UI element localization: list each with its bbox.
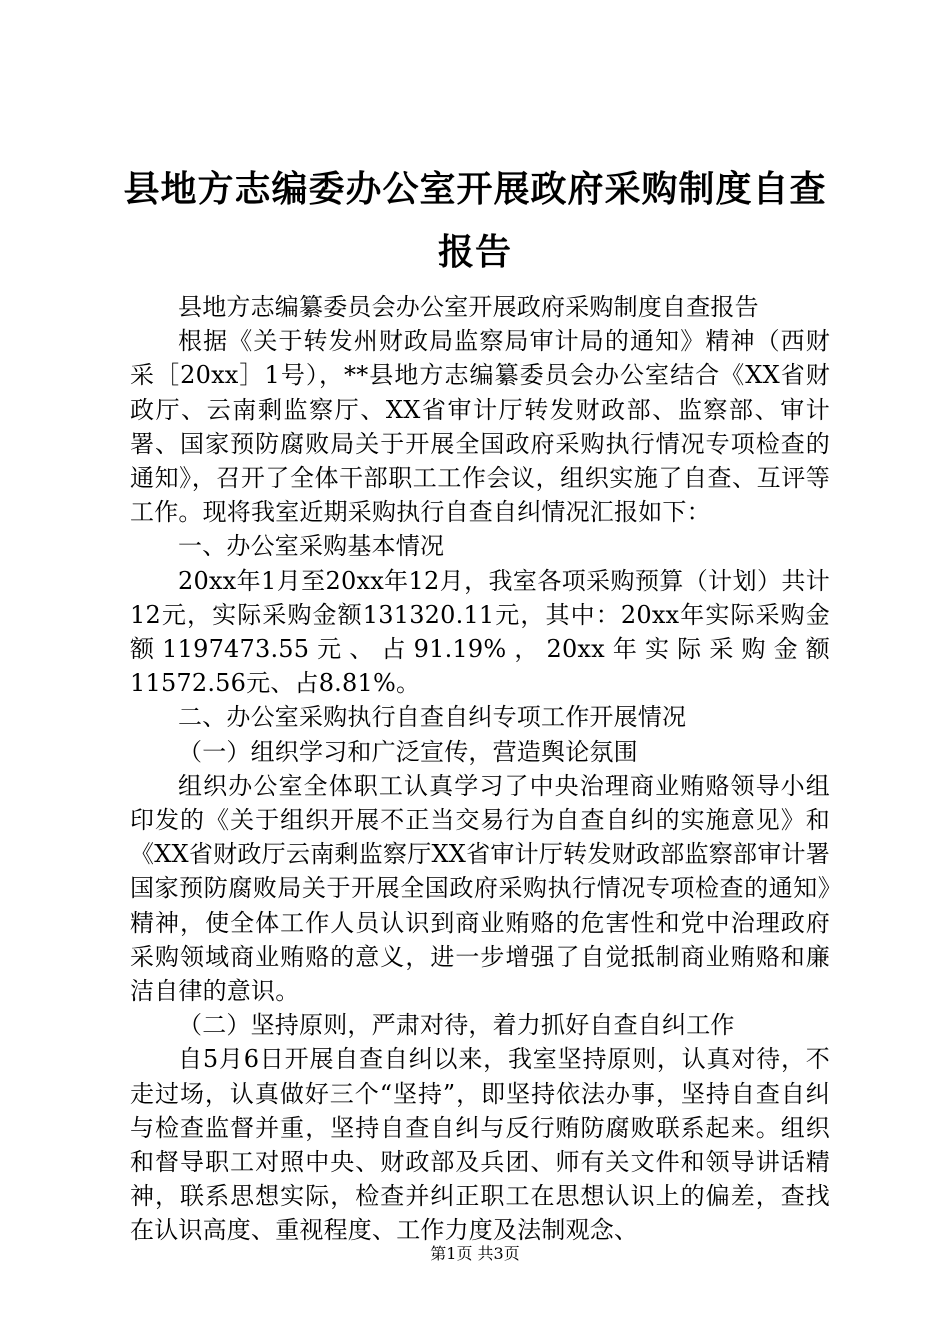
page-footer: 第1页 共3页 <box>430 1244 520 1263</box>
intro-paragraph: 根据《关于转发州财政局监察局审计局的通知》精神（西财采［20xx］1号），**县地方志编纂委员会办公室结合《XX省财政厅、云南剩监察厅、XX省审计厅转发财政部、监察部、审计署、国家预防腐败局关于开展全国政府采购执行情况专项检查的通知》，召开了全体干部职工工作会议，组织实施了自查、互评等工作。现将我室近期采购执行自查自纠情况汇报如下： <box>130 327 830 527</box>
subsection-heading-1: （一）组织学习和广泛宣传，营造舆论氛围 <box>178 737 638 766</box>
budget-paragraph: 20xx年1月至20xx年12月，我室各项采购预算（计划）共计12元，实际采购金额131320.11元，其中：20xx年实际采购金额1197473.55元、占91.19%，20xx年实际采购金额11572.56元、占8.81%。 <box>130 566 830 698</box>
section-heading-2: 二、办公室采购执行自查自纠专项工作开展情况 <box>178 703 687 732</box>
page-title: 县地方志编委办公室开展政府采购制度自查报告 <box>123 169 827 273</box>
self-check-paragraph: 自5月6日开展自查自纠以来，我室坚持原则，认真对待，不走过场，认真做好三个“坚持”，即坚持依法办事，坚持自查自纠与检查监督并重，坚持自查自纠与反行贿防腐败联系起来。组织和督导职工对照中央、财政部及兵团、师有关文件和领导讲话精神，联系思想实际，检查并纠正职工在思想认识上的偏差，查找在认识高度、重视程度、工作力度及法制观念、 <box>130 1045 830 1245</box>
study-paragraph: 组织办公室全体职工认真学习了中央治理商业贿赂领导小组印发的《关于组织开展不正当交易行为自查自纠的实施意见》和《XX省财政厅云南剩监察厅XX省审计厅转发财政部监察部审计署国家预防腐败局关于开展全国政府采购执行情况专项检查的通知》精神，使全体工作人员认识到商业贿赂的危害性和党中治理政府采购领域商业贿赂的意义，进一步增强了自觉抵制商业贿赂和廉洁自律的意识。 <box>130 771 830 1006</box>
doc-subtitle-paragraph: 县地方志编纂委员会办公室开展政府采购制度自查报告 <box>178 293 759 321</box>
section-heading-1: 一、办公室采购基本情况 <box>178 532 445 561</box>
subsection-heading-2: （二）坚持原则，严肃对待，着力抓好自查自纠工作 <box>178 1011 735 1040</box>
document-body <box>130 290 830 1248</box>
